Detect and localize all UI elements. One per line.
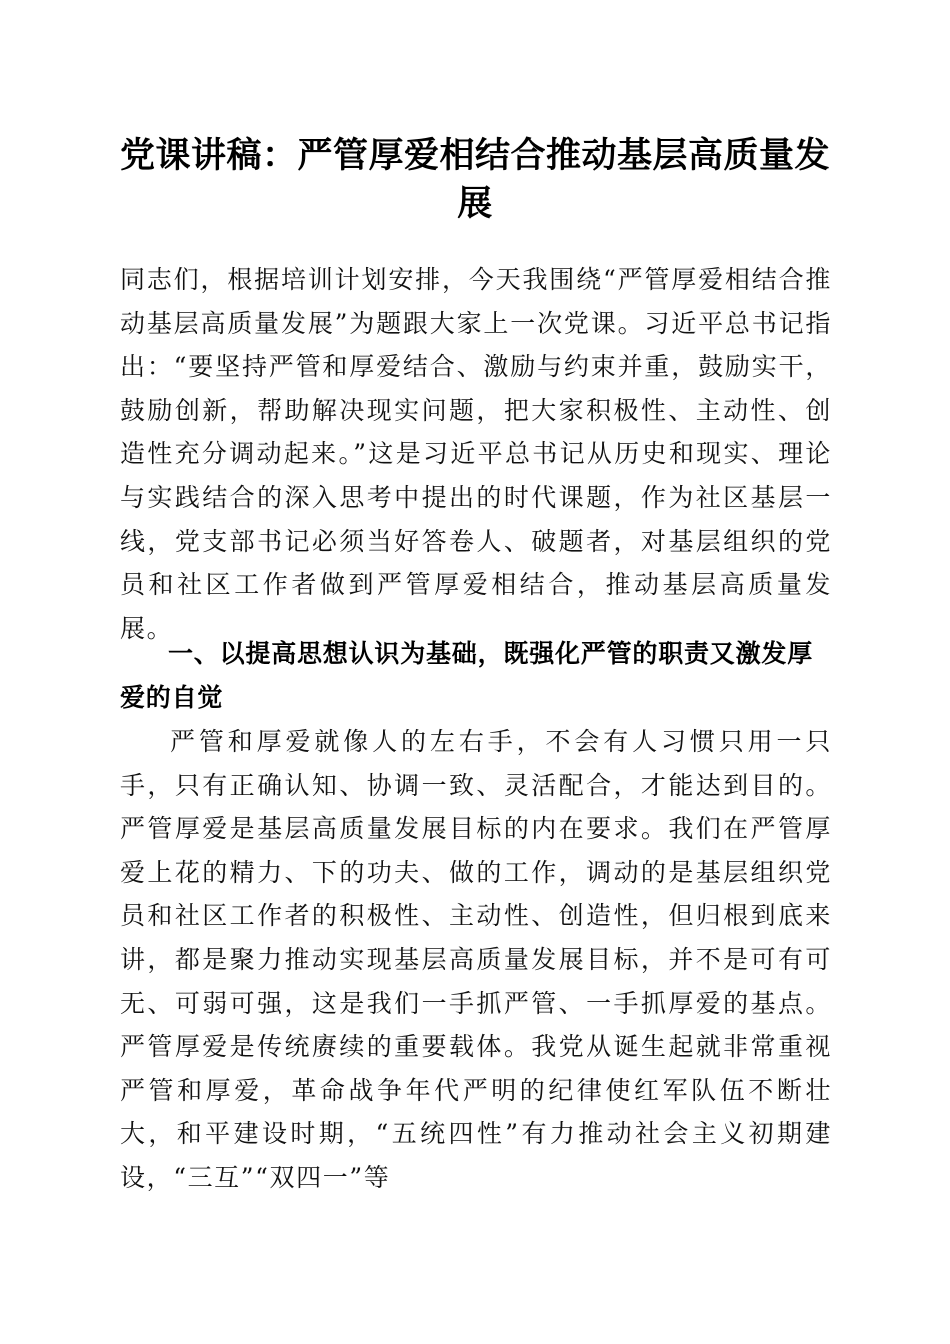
section-paragraph: 严管和厚爱就像人的左右手，不会有人习惯只用一只手，只有正确认知、协调一致、灵活配合，才能达到目的。严管厚爱是基层高质量发展目标的内在要求。我们在严管厚爱上花的精力、下的功夫、做的工作，调动的是基层组织党员和社区工作者的积极性、主动性、创造性，但归根到底来讲，都是聚力推动实现基层高质量发展目标，并不是可有可无、可弱可强，这是我们一手抓严管、一手抓厚爱的基点。严管厚爱是传统赓续的重要载体。我党从诞生起就非常重视严管和厚爱，革命战争年代严明的纪律使红军队伍不断壮大，和平建设时期，“五统四性”有力推动社会主义初期建设，“三互”“双四一”等: [120, 727, 832, 1192]
section-heading: 一、以提高思想认识为基础，既强化严管的职责又激发厚爱的自觉: [120, 639, 814, 712]
document-title: 党课讲稿：严管厚爱相结合推动基层高质量发展: [119, 135, 830, 224]
intro-paragraph: 同志们，根据培训计划安排，今天我围绕“严管厚爱相结合推动基层高质量发展”为题跟大家上一次党课。习近平总书记指出：“要坚持严管和厚爱结合、激励与约束并重，鼓励实干，鼓励创新，帮助解决现实问题，把大家积极性、主动性、创造性充分调动起来。”这是习近平总书记从历史和现实、理论与实践结合的深入思考中提出的时代课题，作为社区基层一线，党支部书记必须当好答卷人、破题者，对基层组织的党员和社区工作者做到严管厚爱相结合，推动基层高质量发展。: [120, 265, 832, 643]
